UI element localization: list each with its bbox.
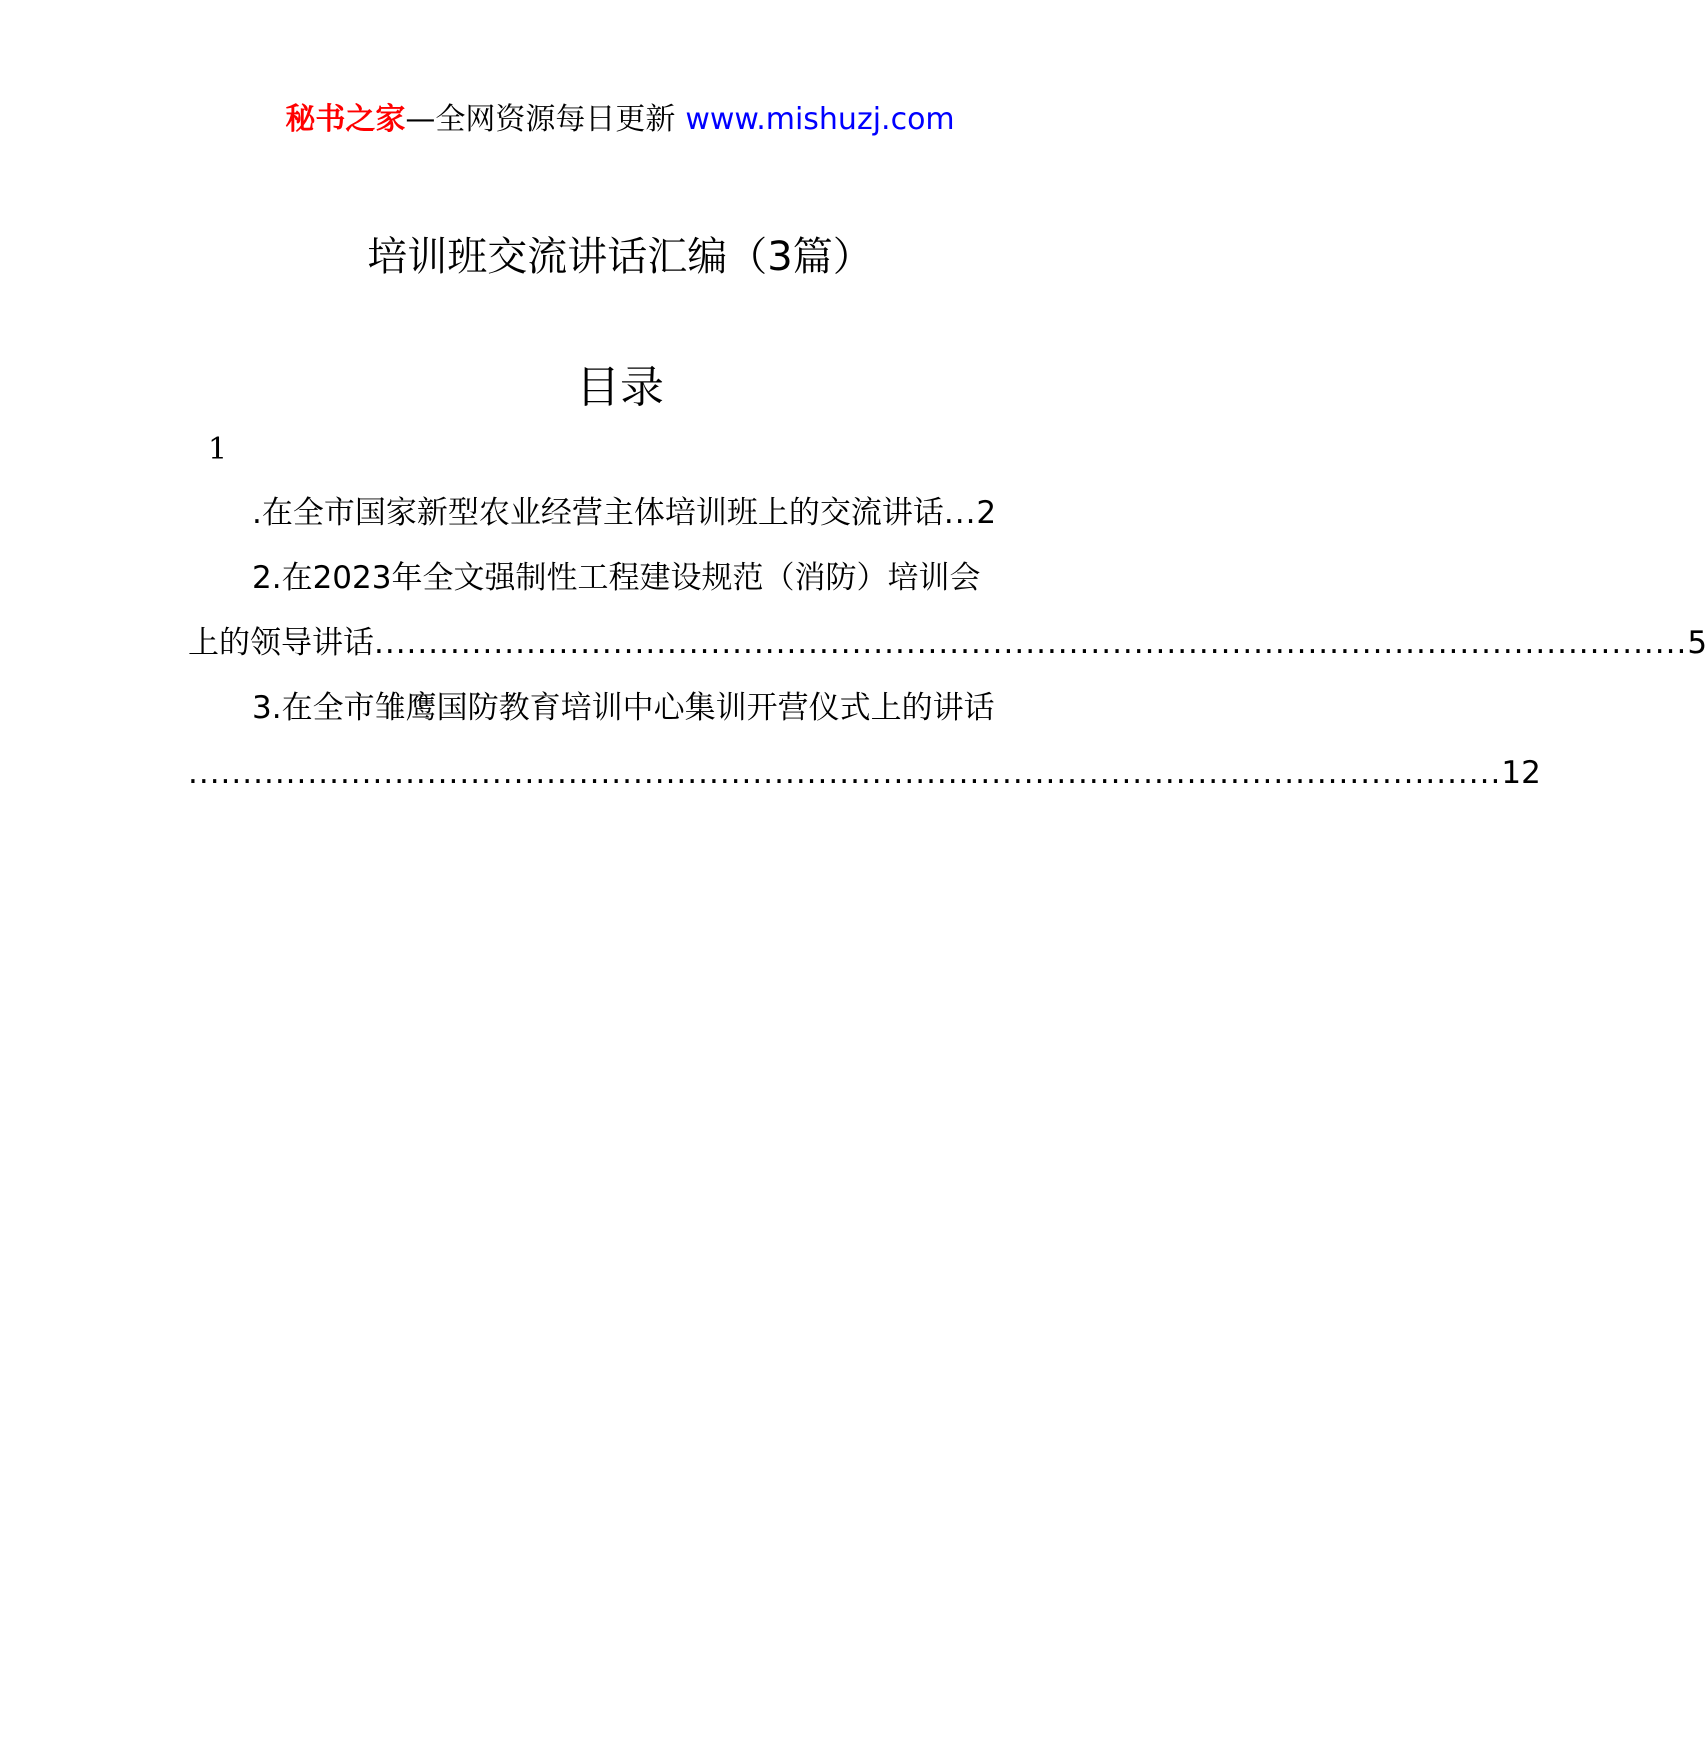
toc-entry-page: 2 [976, 495, 997, 531]
toc-entry-2[interactable] [188, 557, 1116, 599]
toc-entry-leader: ... [943, 495, 977, 531]
toc-entry-page: 12 [1501, 755, 1541, 791]
toc-entry-1[interactable] [188, 492, 1116, 534]
toc-list-marker: 1 [208, 432, 228, 467]
toc-entry-title: 3.在全市雏鹰国防教育培训中心集训开营仪式上的讲话 [252, 690, 995, 726]
toc-entry-title-continued: 上的领导讲话 [188, 625, 374, 661]
toc-entry-3[interactable] [188, 687, 1116, 729]
toc-entry-leader: ......................................................................................................................... [374, 625, 1688, 661]
site-header [0, 100, 1240, 140]
brand-name: 秘书之家 [285, 102, 406, 137]
toc-entry-page: 5 [1687, 625, 1707, 661]
toc-heading: 目录 [576, 362, 664, 413]
document-title: 培训班交流讲话汇编（3篇） [367, 234, 873, 280]
toc-entry-3-continued[interactable] [188, 752, 1541, 794]
toc-entry-title: .在全市国家新型农业经营主体培训班上的交流讲话 [252, 495, 944, 531]
toc-entry-2-continued[interactable] [188, 622, 1707, 664]
header-tagline: —全网资源每日更新 [405, 102, 676, 137]
site-link[interactable]: www.mishuzj.com [685, 102, 955, 137]
toc-entry-title: 2.在2023年全文强制性工程建设规范（消防）培训会 [252, 560, 981, 596]
toc-entry-leader: ......................................................................................................................... [188, 755, 1502, 791]
